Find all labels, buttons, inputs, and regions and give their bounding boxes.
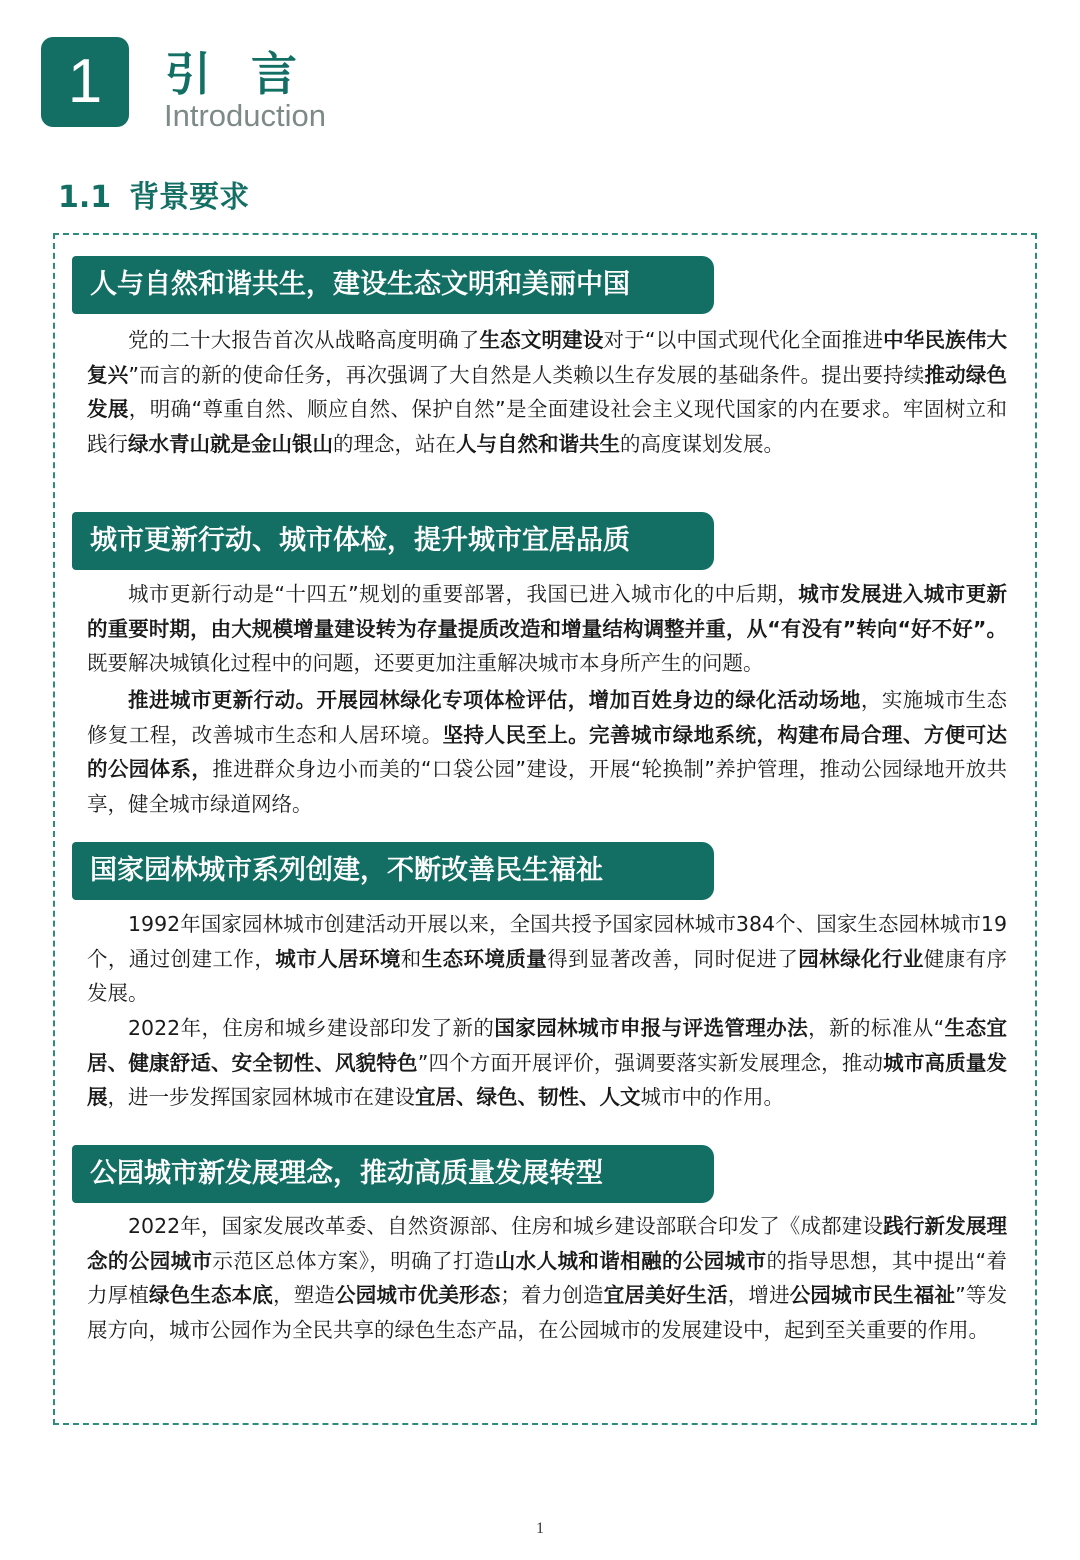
block-4-paragraph-1 (87, 1209, 1007, 1347)
emphasis-text: 城市发展进入城市更新的重要时期，由大规模增量建设转为存量提质改造和增量结构调整并重，从“有没有”转向“好不好”。 (87, 582, 1007, 641)
block-2-paragraph-2 (87, 683, 1007, 821)
section-heading (58, 172, 249, 216)
section-number: 1.1 (58, 180, 112, 215)
body-text: ，新的标准从“ (808, 1016, 945, 1040)
emphasis-text: 山水人城和谐相融的公园城市 (494, 1248, 767, 1273)
emphasis-text: 践行新发展理念的公园城市 (87, 1214, 1008, 1273)
emphasis-text: 绿色生态本底 (149, 1283, 274, 1307)
body-text: ，明确“尊重自然、顺应自然、保护自然”是全面建设社会主义现代国家的内在要求。牢固树立和践行 (87, 397, 1008, 456)
section-title: 背景要求 (129, 180, 250, 215)
body-text: 城市更新行动是“十四五”规划的重要部署，我国已进入城市化的中后期， (128, 582, 799, 606)
emphasis-text: 生态环境质量 (421, 946, 548, 971)
chapter-subtitle: Introduction (164, 98, 326, 133)
emphasis-text: 中华民族伟大复兴 (87, 328, 1008, 387)
body-text: ”等发展方向，城市公园作为全民共享的绿色生态产品，在公园城市的发展建设中，起到至关重要的作用。 (87, 1283, 1008, 1342)
body-text: ，进一步发挥国家园林城市在建设 (107, 1085, 415, 1109)
block-heading-1: 人与自然和谐共生，建设生态文明和美丽中国 (72, 256, 714, 314)
emphasis-text: 人与自然和谐共生 (456, 431, 620, 456)
emphasis-text: 国家园林城市申报与评选管理办法 (494, 1016, 809, 1040)
emphasis-text: 公园城市优美形态 (335, 1283, 501, 1307)
emphasis-text: 城市高质量发展 (87, 1050, 1008, 1109)
chapter-title: 引言 (165, 47, 337, 101)
emphasis-text: 园林绿化行业 (798, 946, 924, 971)
emphasis-text: 宜居、绿色、韧性、人文 (415, 1085, 641, 1109)
emphasis-text: 宜居美好生活 (603, 1283, 728, 1307)
body-text: 和 (400, 946, 422, 971)
body-text: 城市中的作用。 (640, 1085, 784, 1109)
body-text: ，实施城市生态修复工程，改善城市生态和人居环境。 (87, 688, 1008, 747)
body-text: 的指导思想，其中提出“着力厚植 (87, 1248, 1008, 1307)
body-text: 推进群众身边小而美的“口袋公园”建设，开展“轮换制”养护管理，推动公园绿地开放共享，健全城市绿道网络。 (87, 757, 1007, 816)
emphasis-text: 公园城市民生福祉 (789, 1283, 956, 1307)
body-text: 的理念，站在 (333, 431, 456, 456)
block-1-paragraph-1 (87, 323, 1007, 461)
emphasis-text: 生态宜居、健康舒适、安全韧性、风貌特色 (87, 1016, 1008, 1075)
block-2-paragraph-1 (87, 577, 1007, 681)
body-text: ，增进 (727, 1283, 790, 1307)
emphasis-text: 城市人居环境 (275, 946, 401, 971)
body-text: 得到显著改善，同时促进了 (547, 946, 799, 971)
emphasis-text: 推动绿色发展 (87, 362, 1008, 421)
block-heading-2: 城市更新行动、城市体检，提升城市宜居品质 (72, 512, 714, 570)
body-text: ；着力创造 (500, 1283, 604, 1307)
block-3-paragraph-1 (87, 907, 1007, 1011)
page-number: 1 (536, 1520, 544, 1537)
body-text: 1992年国家园林城市创建活动开展以来，全国共授予国家园林城市384个、国家生态园林城市19个，通过创建工作， (87, 912, 1007, 971)
chapter-number-badge: 1 (41, 37, 129, 127)
emphasis-text: 坚持人民至上。完善城市绿地系统，构建布局合理、方便可达的公园体系， (87, 722, 1008, 781)
block-heading-4: 公园城市新发展理念，推动高质量发展转型 (72, 1145, 714, 1203)
body-text: 既要解决城镇化过程中的问题，还要更加注重解决城市本身所产生的问题。 (87, 651, 764, 675)
body-text: 健康有序发展。 (87, 946, 1008, 1005)
body-text: 对于“以中国式现代化全面推进 (603, 328, 884, 352)
body-text: 的高度谋划发展。 (620, 431, 784, 456)
body-text: 2022年，住房和城乡建设部印发了新的 (128, 1016, 495, 1040)
emphasis-text: 推进城市更新行动。开展园林绿化专项体检评估，增加百姓身边的绿化活动场地 (128, 688, 861, 712)
block-3-paragraph-2 (87, 1011, 1007, 1115)
block-heading-3: 国家园林城市系列创建，不断改善民生福祉 (72, 842, 714, 900)
emphasis-text: 生态文明建设 (479, 328, 604, 352)
body-text: 2022年，国家发展改革委、自然资源部、住房和城乡建设部联合印发了《成都建设 (128, 1214, 884, 1238)
body-text: ”四个方面开展评价，强调要落实新发展理念，推动 (417, 1050, 884, 1075)
body-text: ，塑造 (273, 1283, 336, 1307)
emphasis-text: 绿水青山就是金山银山 (128, 431, 333, 456)
body-text: 示范区总体方案》，明确了打造 (212, 1248, 495, 1273)
body-text: ”而言的新的使命任务，再次强调了大自然是人类赖以生存发展的基础条件。提出要持续 (128, 362, 925, 387)
body-text: 党的二十大报告首次从战略高度明确了 (128, 328, 480, 352)
